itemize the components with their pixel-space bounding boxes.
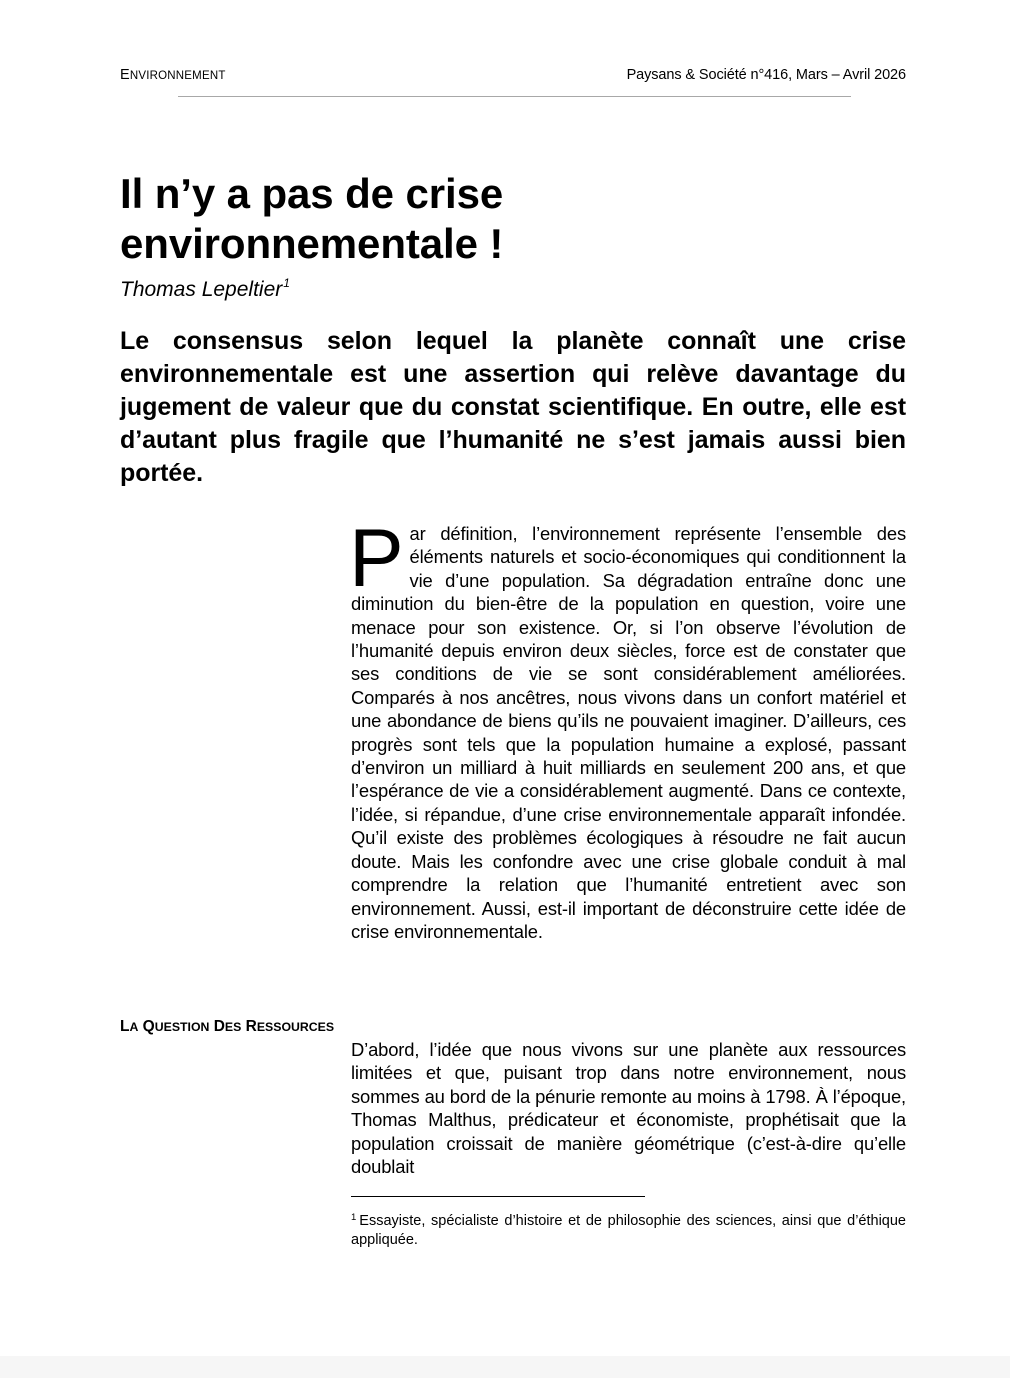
running-header-issue: Paysans & Société n°416, Mars – Avril 2026 [626,67,906,83]
header-divider [178,96,851,97]
body-paragraph-2: D’abord, l’idée que nous vivons sur une planète aux ressources limitées et que, puisant trop dans notre environnement, nous sommes au bord de la pénurie remonte au moins à 1798. À l’époque, Thomas Malthus, prédicateur et économiste, prophétisait que la population croissait de manière géométrique (c’est-à-dire qu’elle doublait [351,1039,906,1178]
author-footnote-marker[interactable]: 1 [283,276,290,290]
article-author [120,270,290,303]
footnote [351,1208,906,1250]
drop-cap: P [349,513,404,604]
author-name: Thomas Lepeltier [120,278,283,301]
footnote-text: Essayiste, spécialiste d’histoire et de philosophie des sciences, ainsi que d’éthique appliquée. [351,1213,906,1248]
body-paragraph-1 [349,513,906,943]
page-bottom-band [0,1356,1010,1378]
footnote-divider [351,1196,645,1197]
footnote-marker: 1 [351,1212,357,1223]
article-title: Il n’y a pas de crise environnementale ! [120,170,504,267]
article-lead: Le consensus selon lequel la planète connaît une crise environnementale est une assertion qui relève davantage du jugement de valeur que du constat scientifique. En outre, elle est d’autant plus fragile que l’humanité ne s’est jamais aussi bien portée. [120,327,906,487]
section-label: ENVIRONNEMENT [120,67,226,83]
paragraph-1-text: ar définition, l’environnement représente l’ensemble des éléments naturels et socio-économiques qui conditionnent la vie d’une population. Sa dégradation entraîne donc une diminution du bien-être de la population en question, voire une menace pour son existence. Or, si l’on observe l’évolution de l’humanité depuis environ deux siècles, force est de constater que ses conditions de vie se sont considérablement améliorées. Comparés à nos ancêtres, nous vivons dans un confort matériel et une abondance de biens qu’ils ne pouvaient imaginer. D’ailleurs, ces progrès sont tels que la population humaine a explosé, passant d’environ un milliard à huit milliards en seulement 200 ans, et que l’espérance de vie a considérablement augmenté. Dans ce contexte, l’idée, si répandue, d’une crise environnementale apparaît infondée. Qu’il existe des problèmes écologiques à résoudre ne fait aucun doute. Mais les confondre avec une crise globale conduit à mal comprendre la relation que l’humanité entretient avec son environnement. Aussi, est-il important de déconstruire cette idée de crise environnementale. [351,523,906,942]
section-heading: LA QUESTION DES RESSOURCES [120,1018,335,1035]
